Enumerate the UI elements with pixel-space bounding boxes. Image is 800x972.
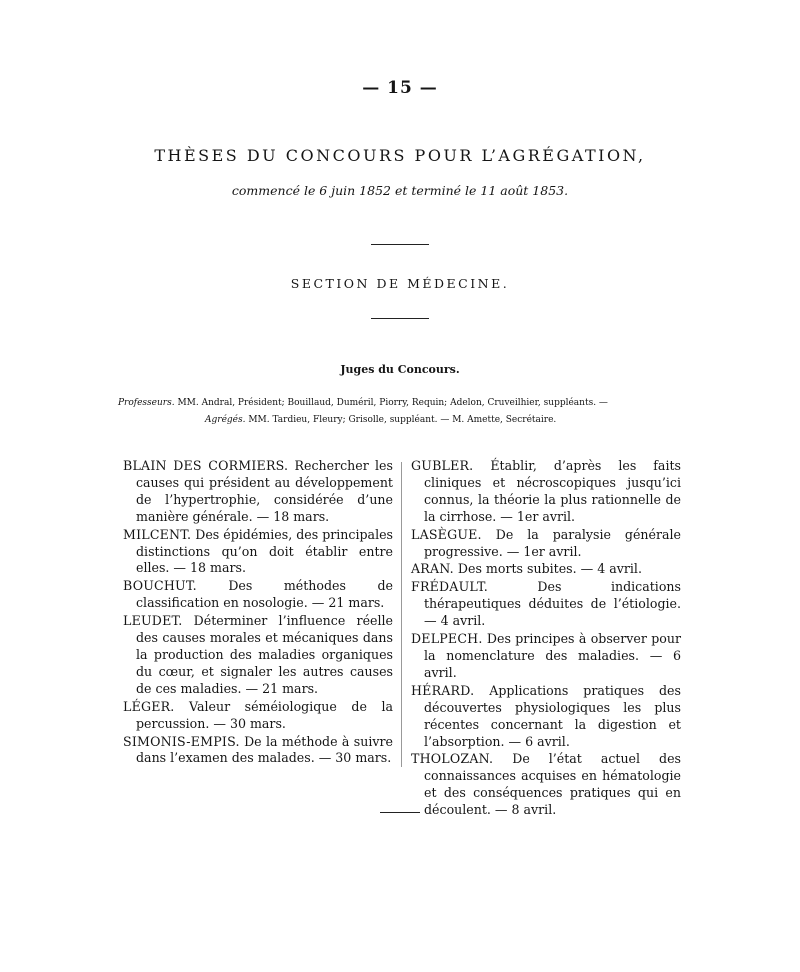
judges-line-agreges [205, 415, 785, 425]
thesis-text: Déterminer l’influence réelle des causes morales et mécaniques dans la production des maladies organiques du cœur, et signaler les autres causes de ces maladies. — 21 mars. [136, 613, 393, 696]
author-name: THOLOZAN. [411, 751, 494, 767]
thesis-entry [411, 458, 681, 526]
thesis-text: Des principes à observer pour la nomenclature des maladies. — 6 avril. [424, 631, 681, 680]
judges-heading: Juges du Concours. [340, 363, 460, 376]
divider-rule [380, 812, 420, 813]
thesis-text: Des morts subites. — 4 avril. [457, 561, 642, 577]
thesis-entry [411, 579, 681, 630]
thesis-entry [123, 458, 393, 526]
thesis-entry [123, 734, 393, 768]
page-subtitle: commencé le 6 juin 1852 et terminé le 11 août 1853. [231, 183, 569, 198]
judges-text: MM. Tardieu, Fleury; Grisolle, suppléant. — M. Amette, Secrétaire. [248, 415, 557, 425]
divider-rule [371, 244, 429, 245]
thesis-text: De la méthode à suivre dans l’examen des malades. — 30 mars. [136, 733, 393, 766]
author-name: HÉRARD. [411, 682, 475, 698]
page-number: — 15 — [362, 78, 438, 98]
section-heading: SECTION DE MÉDECINE. [290, 276, 510, 291]
thesis-entry [411, 527, 681, 561]
author-name: DELPECH. [411, 631, 483, 647]
thesis-entry [411, 751, 681, 819]
thesis-entry [411, 561, 681, 578]
thesis-text: Des indications thérapeutiques déduites de l’étiologie. — 4 avril. [424, 579, 681, 629]
thesis-text: De l’état actuel des connaissances acquises en hématologie et des conséquences pratiques qui en découlent. — 8 avril. [424, 751, 681, 818]
thesis-text: Établir, d’après les faits cliniques et nécroscopiques jusqu’ici connus, la théorie la plus rationnelle de la cirrhose. — 1er avril. [424, 458, 681, 524]
theses-column-left [123, 458, 393, 768]
thesis-entry [123, 613, 393, 698]
author-name: LÉGER. [123, 698, 175, 714]
judges-label: Professeurs. [118, 398, 175, 408]
author-name: ARAN. [411, 561, 454, 577]
thesis-entry [123, 527, 393, 578]
author-name: BOUCHUT. [123, 578, 197, 594]
author-name: LASÈGUE. [411, 526, 482, 542]
thesis-entry [411, 631, 681, 682]
thesis-entry [411, 683, 681, 751]
theses-column-right [411, 458, 681, 820]
author-name: GUBLER. [411, 458, 474, 473]
author-name: MILCENT. [123, 526, 192, 542]
thesis-text: Des épidémies, des principales distinctions qu’on doit établir entre elles. — 18 mars. [136, 526, 394, 576]
thesis-entry [123, 699, 393, 733]
judges-line-professeurs [118, 398, 698, 408]
thesis-entry [123, 578, 393, 612]
author-name: BLAIN DES CORMIERS. [123, 458, 289, 473]
author-name: FRÉDAULT. [411, 579, 488, 595]
thesis-text: Rechercher les causes qui président au développement de l’hypertrophie, considérée d’une manière générale. — 18 mars. [136, 458, 393, 524]
thesis-text: De la paralysie générale progressive. — 1er avril. [424, 526, 681, 559]
thesis-text: Des méthodes de classification en nosologie. — 21 mars. [136, 578, 393, 611]
thesis-text: Valeur séméiologique de la percussion. — 30 mars. [136, 698, 393, 731]
thesis-text: Applications pratiques des découvertes physiologiques les plus récentes concernant la digestion et l’absorption. — 6 avril. [424, 682, 681, 749]
judges-text: MM. Andral, Président; Bouillaud, Duméril, Piorry, Requin; Adelon, Cruveilhier, suppléants. — [177, 398, 608, 408]
author-name: SIMONIS-EMPIS. [123, 733, 240, 749]
judges-label: Agrégés. [205, 415, 246, 425]
author-name: LEUDET. [123, 613, 183, 629]
page-title: THÈSES DU CONCOURS POUR L’AGRÉGATION, [154, 146, 646, 165]
divider-rule [371, 318, 429, 319]
column-divider [401, 462, 402, 767]
